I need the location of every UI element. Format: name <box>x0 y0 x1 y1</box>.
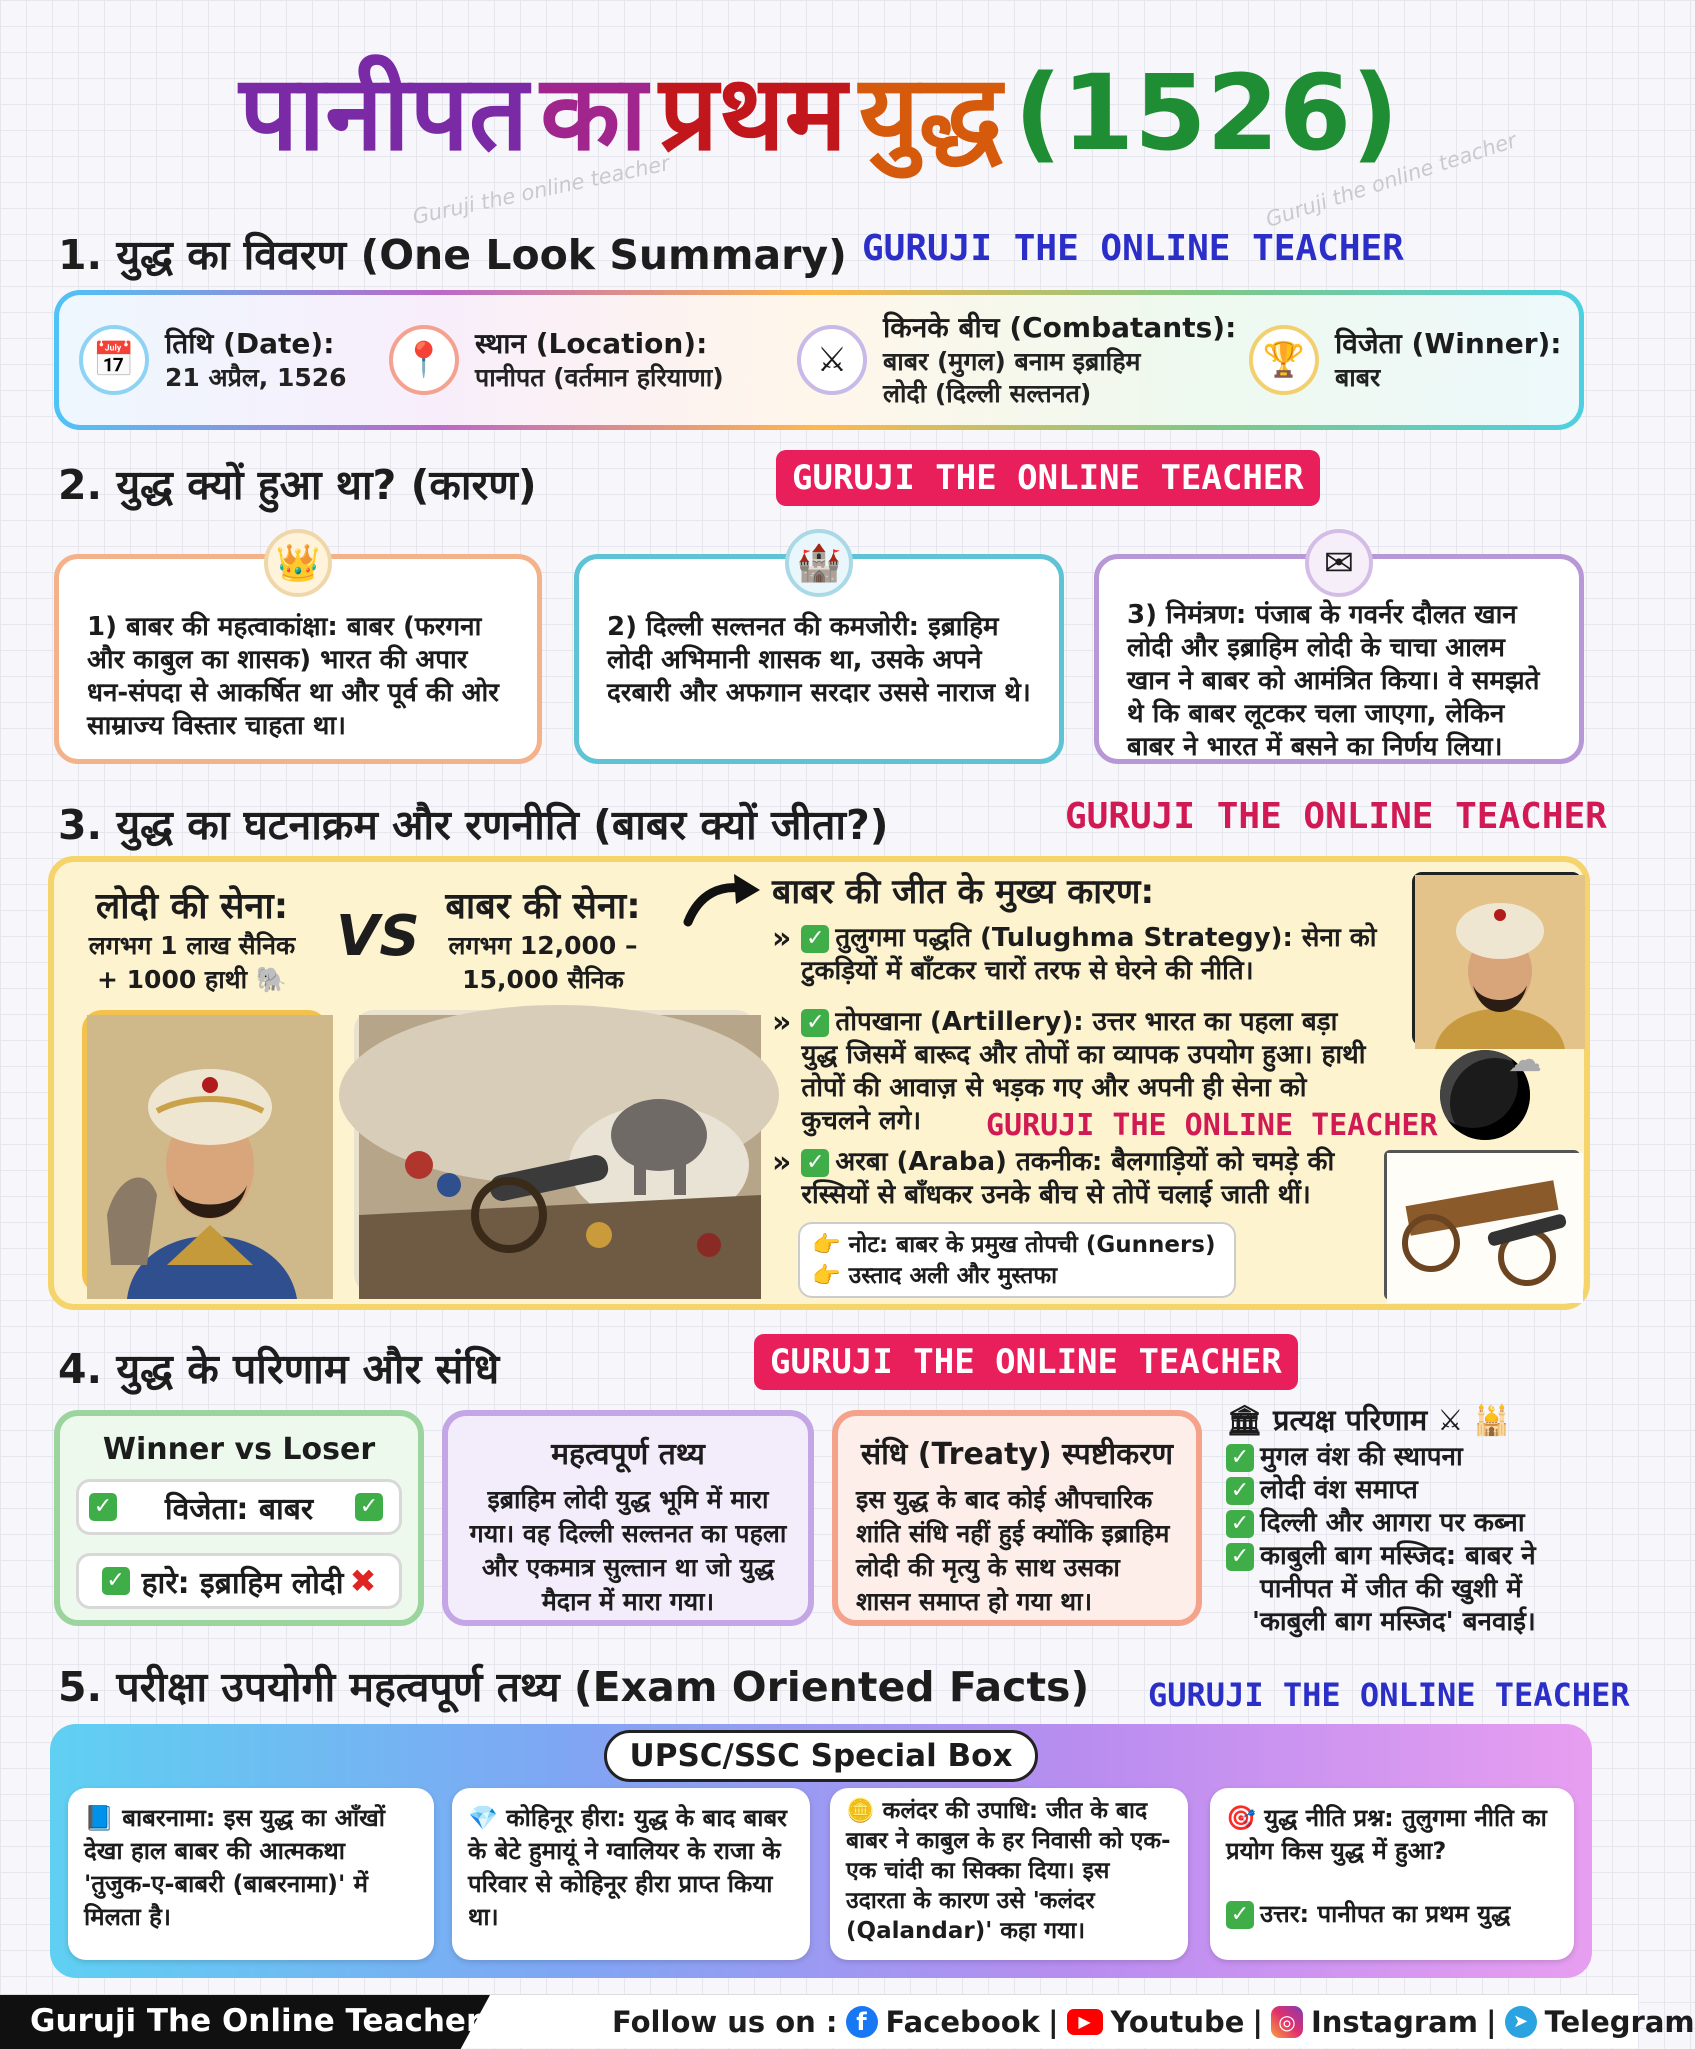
brand-label: GURUJI THE ONLINE TEACHER <box>776 450 1320 506</box>
check-icon: ✓ <box>801 1009 829 1037</box>
fact-card-qalandar <box>830 1788 1188 1960</box>
book-icon: 📘 <box>84 1804 114 1832</box>
coin-icon: 🪙 <box>846 1798 875 1824</box>
reason-line: अरबा (Araba) तकनीक: बैलगाड़ियों को चमड़े की <box>835 1147 1335 1177</box>
lodi-army <box>62 880 322 997</box>
location-value: पानीपत (वर्तमान हरियाणा) <box>475 363 724 392</box>
youtube-icon[interactable]: ▶ <box>1067 2009 1103 2035</box>
facebook-link[interactable]: Facebook <box>885 2005 1040 2039</box>
combatants-value-1: बाबर (मुगल) बनाम इब्राहिम <box>883 347 1141 376</box>
follow-label: Follow us on : <box>612 2005 838 2039</box>
reason-line: युद्ध जिसमें बारूद और तोपों का व्यापक उपयोग हुआ। हाथी <box>801 1040 1366 1070</box>
envelope-icon: ✉ <box>1305 529 1373 597</box>
note-box <box>798 1222 1236 1298</box>
direct-result-4a: काबुली बाग मस्जिद: बाबर ने <box>1260 1541 1536 1571</box>
reason-line: तुलुगमा पद्धति (Tulughma Strategy): सेना को <box>835 923 1377 953</box>
fact-text: बाबरनामा: इस युद्ध का आँखों देखा हाल बाबर की आत्मकथा 'तुजुक-ए-बाबरी (बाबरनामा)' में मिलता है। <box>84 1804 385 1931</box>
brand-label: GURUJI THE ONLINE TEACHER <box>1148 1676 1630 1714</box>
arrow-icon <box>682 870 762 930</box>
target-icon: 🎯 <box>1226 1804 1256 1832</box>
pointing-hand-icon: 👉 <box>812 1263 841 1289</box>
babur-portrait-image <box>82 1010 328 1294</box>
reason-line: रस्सियों से बाँधकर उनके बीच से तोपें चलाई जाती थीं। <box>801 1180 1311 1210</box>
location-pin-icon: 📍 <box>389 325 459 395</box>
lodi-army-heading: लोदी की सेना: <box>95 886 289 927</box>
brand-label: GURUJI THE ONLINE TEACHER <box>1065 796 1607 837</box>
important-fact-text: इब्राहिम लोदी युद्ध भूमि में मारा गया। वह दिल्ली सल्तनत का पहला और एकमात्र सुल्तान था जो युद्ध मैदान में मारा गया। <box>469 1485 787 1616</box>
elephant-icon: 🐘 <box>255 965 287 994</box>
fact-text: कोहिनूर हीरा: युद्ध के बाद बाबर के बेटे हुमायूं ने ग्वालियर के राजा के परिवार से कोहिनूर हीरा प्राप्त किया था। <box>468 1804 787 1931</box>
chevron-right-icon: » <box>772 1005 792 1040</box>
question-text: युद्ध नीति प्रश्न: तुलुगमा नीति का प्रयोग किस युद्ध में हुआ? <box>1226 1804 1547 1865</box>
check-icon: ✓ <box>801 1149 829 1177</box>
babur-army-line1: लगभग 12,000 – <box>448 931 638 960</box>
cause-card-weakness <box>574 542 1064 764</box>
cause-text: 1) बाबर की महत्वाकांक्षा: बाबर (फरगना और काबुल का शासक) भारत की अपार धन-संपदा से आकर्षित था और पूर्व की ओर साम्राज्य विस्तार चाहता था। <box>87 612 499 741</box>
section-2-heading: 2. युद्ध क्यों हुआ था? (कारण) <box>58 461 537 509</box>
direct-result-2: लोदी वंश समाप्त <box>1260 1475 1418 1505</box>
summary-location <box>389 295 724 425</box>
crossed-swords-icon: ⚔ <box>1437 1403 1464 1437</box>
castle-icon: 🏰 <box>785 529 853 597</box>
babur-army <box>418 880 668 997</box>
section-5-heading: 5. परीक्षा उपयोगी महत्वपूर्ण तथ्य (Exam Oriented Facts) <box>58 1663 1090 1711</box>
title-word-2: का <box>540 52 648 174</box>
smoke-icon: ☁ <box>1508 1040 1542 1080</box>
telegram-link[interactable]: Telegram <box>1544 2005 1695 2039</box>
footer <box>0 1994 1695 2048</box>
direct-results <box>1226 1404 1606 1639</box>
direct-result-1: मुगल वंश की स्थापना <box>1260 1442 1463 1472</box>
title-word-4: युद्ध <box>858 52 1003 174</box>
footer-brand-text: Guruji The Online Teacher <box>30 2003 482 2039</box>
check-icon: ✓ <box>1226 1444 1254 1472</box>
check-icon: ✓ <box>102 1567 130 1595</box>
instagram-link[interactable]: Instagram <box>1310 2005 1478 2039</box>
check-icon: ✓ <box>89 1493 117 1521</box>
title-word-3: प्रथम <box>659 52 847 174</box>
telegram-icon[interactable]: ➤ <box>1505 2006 1537 2038</box>
victory-reasons-heading: बाबर की जीत के मुख्य कारण: <box>772 872 1155 912</box>
check-icon: ✓ <box>1226 1477 1254 1505</box>
check-icon: ✓ <box>355 1493 383 1521</box>
bank-icon: 🏛 <box>1226 1403 1263 1437</box>
location-label: स्थान (Location): <box>475 327 708 360</box>
cause-card-invitation <box>1094 542 1584 764</box>
reason-line: तोपों की आवाज़ से भड़क गए और अपनी ही सेना को <box>801 1073 1307 1103</box>
cause-card-ambition <box>54 542 542 764</box>
check-icon: ✓ <box>1226 1901 1254 1929</box>
treaty-heading: संधि (Treaty) स्पष्टीकरण <box>860 1437 1174 1472</box>
winner-text: विजेता: बाबर <box>164 1491 314 1527</box>
separator: | <box>1485 2005 1497 2039</box>
pointing-hand-icon: 👉 <box>812 1232 841 1258</box>
winner-row <box>76 1479 402 1535</box>
important-fact-box <box>442 1410 814 1626</box>
note-line-1: नोट: बाबर के प्रमुख तोपची (Gunners) <box>848 1232 1216 1258</box>
important-fact-heading: महत्वपूर्ण तथ्य <box>551 1437 705 1472</box>
trophy-icon: 🏆 <box>1249 325 1319 395</box>
section-3-heading: 3. युद्ध का घटनाक्रम और रणनीति (बाबर क्यों जीता?) <box>58 801 889 849</box>
cause-text: 2) दिल्ली सल्तनत की कमजोरी: इब्राहिम लोदी अभिमानी शासक था, उसके अपने दरबारी और अफगान सरदार उससे नाराज थे। <box>607 612 1031 708</box>
answer-text: उत्तर: पानीपत का प्रथम युद्ध <box>1260 1900 1511 1928</box>
cross-icon: ✖ <box>349 1562 377 1600</box>
check-icon: ✓ <box>1226 1510 1254 1538</box>
reason-line: टुकड़ियों में बाँटकर चारों तरफ से घेरने की नीति। <box>801 956 1254 986</box>
fact-card-baburnama <box>68 1788 434 1960</box>
special-box-title: UPSC/SSC Special Box <box>604 1730 1038 1782</box>
reason-line: कुचलने लगे। <box>801 1106 922 1136</box>
loser-row <box>76 1553 402 1609</box>
summary-combatants <box>797 295 1236 425</box>
separator: | <box>1047 2005 1059 2039</box>
mosque-icon: 🕌 <box>1473 1403 1510 1437</box>
check-icon: ✓ <box>1226 1543 1254 1571</box>
reason-tulughma <box>772 922 1402 988</box>
date-label: तिथि (Date): <box>165 327 335 360</box>
direct-result-3: दिल्ली और आगरा पर कब्ना <box>1260 1508 1525 1538</box>
reason-line: तोपखाना (Artillery): उत्तर भारत का पहला बड़ा <box>835 1007 1338 1037</box>
cause-text: 3) निमंत्रण: पंजाब के गवर्नर दौलत खान लोदी और इब्राहिम लोदी के चाचा आलम खान ने बाबर को आमंत्रित किया। वे समझते थे कि बाबर लूटकर चला जाएगा, लेकिन बाबर ने भारत में बसने का निर्णय लिया। <box>1127 600 1540 762</box>
check-icon: ✓ <box>801 925 829 953</box>
social-links <box>612 2005 1695 2039</box>
lodi-army-line1: लगभग 1 लाख सैनिक <box>88 931 296 960</box>
treaty-text: इस युद्ध के बाद कोई औपचारिक शांति संधि नहीं हुई क्योंकि इब्राहिम लोदी की मृत्यु के साथ उसका शासन समाप्त हो गया था। <box>856 1485 1170 1616</box>
direct-result-4c: 'काबुली बाग मस्जिद' बनवाई। <box>1252 1607 1536 1637</box>
section-1-heading: 1. युद्ध का विवरण (One Look Summary) <box>58 231 847 279</box>
brand-label: GURUJI THE ONLINE TEACHER <box>754 1334 1298 1390</box>
combatants-label: किनके बीच (Combatants): <box>883 311 1237 344</box>
date-value: 21 अप्रैल, 1526 <box>165 363 347 392</box>
winner-loser-heading: Winner vs Loser <box>102 1432 376 1467</box>
winner-loser-box <box>54 1410 424 1626</box>
brand-label: GURUJI THE ONLINE TEACHER <box>986 1108 1438 1143</box>
summary-winner <box>1249 295 1562 425</box>
separator: | <box>1252 2005 1263 2039</box>
calendar-icon: 📅 <box>79 325 149 395</box>
watermark: Guruji the online teacher <box>1262 128 1520 232</box>
summary-date <box>79 295 347 425</box>
battle-scene-image <box>354 1010 756 1294</box>
direct-result-4b: पानीपत में जीत की खुशी में <box>1260 1574 1522 1604</box>
babur-army-heading: बाबर की सेना: <box>445 886 641 927</box>
facebook-icon[interactable]: f <box>846 2006 878 2038</box>
vs-label: VS <box>336 904 420 969</box>
fact-card-question <box>1210 1788 1574 1960</box>
chevron-right-icon: » <box>772 1145 792 1180</box>
brand-label: GURUJI THE ONLINE TEACHER <box>862 228 1404 269</box>
winner-value: बाबर <box>1335 363 1381 392</box>
crossed-swords-icon: ⚔ <box>797 325 867 395</box>
babur-army-line2: 15,000 सैनिक <box>462 965 624 994</box>
note-line-2: उस्ताद अली और मुस्तफा <box>848 1263 1058 1289</box>
diamond-icon: 💎 <box>468 1804 498 1832</box>
reason-araba <box>772 1146 1412 1212</box>
direct-results-heading: प्रत्यक्ष परिणाम <box>1272 1403 1428 1437</box>
section-4-heading: 4. युद्ध के परिणाम और संधि <box>58 1345 500 1393</box>
instagram-icon[interactable]: ◎ <box>1271 2006 1303 2038</box>
watermark: Guruji the online teacher <box>410 151 672 229</box>
araba-cart-image <box>1384 1150 1580 1300</box>
babur-miniature-image <box>1412 872 1582 1046</box>
chevron-right-icon: » <box>772 921 792 956</box>
treaty-box <box>832 1410 1202 1626</box>
crown-icon: 👑 <box>264 529 332 597</box>
summary-box <box>54 290 1584 430</box>
combatants-value-2: लोदी (दिल्ली सल्तनत) <box>883 379 1092 408</box>
title-word-1: पानीपत <box>239 52 529 174</box>
lodi-army-line2: + 1000 हाथी <box>97 965 248 994</box>
youtube-link[interactable]: Youtube <box>1110 2005 1245 2039</box>
loser-text: हारे: इब्राहिम लोदी <box>141 1565 344 1601</box>
page-title <box>0 38 1638 188</box>
fact-text: कलंदर की उपाधि: जीत के बाद बाबर ने काबुल के हर निवासी को एक-एक चांदी का सिक्का दिया। इस उदारता के कारण उसे 'कलंदर (Qalandar)' कहा गया। <box>846 1798 1171 1944</box>
title-year: (1526) <box>1014 52 1399 174</box>
fact-card-kohinoor <box>452 1788 810 1960</box>
winner-label: विजेता (Winner): <box>1335 327 1562 360</box>
